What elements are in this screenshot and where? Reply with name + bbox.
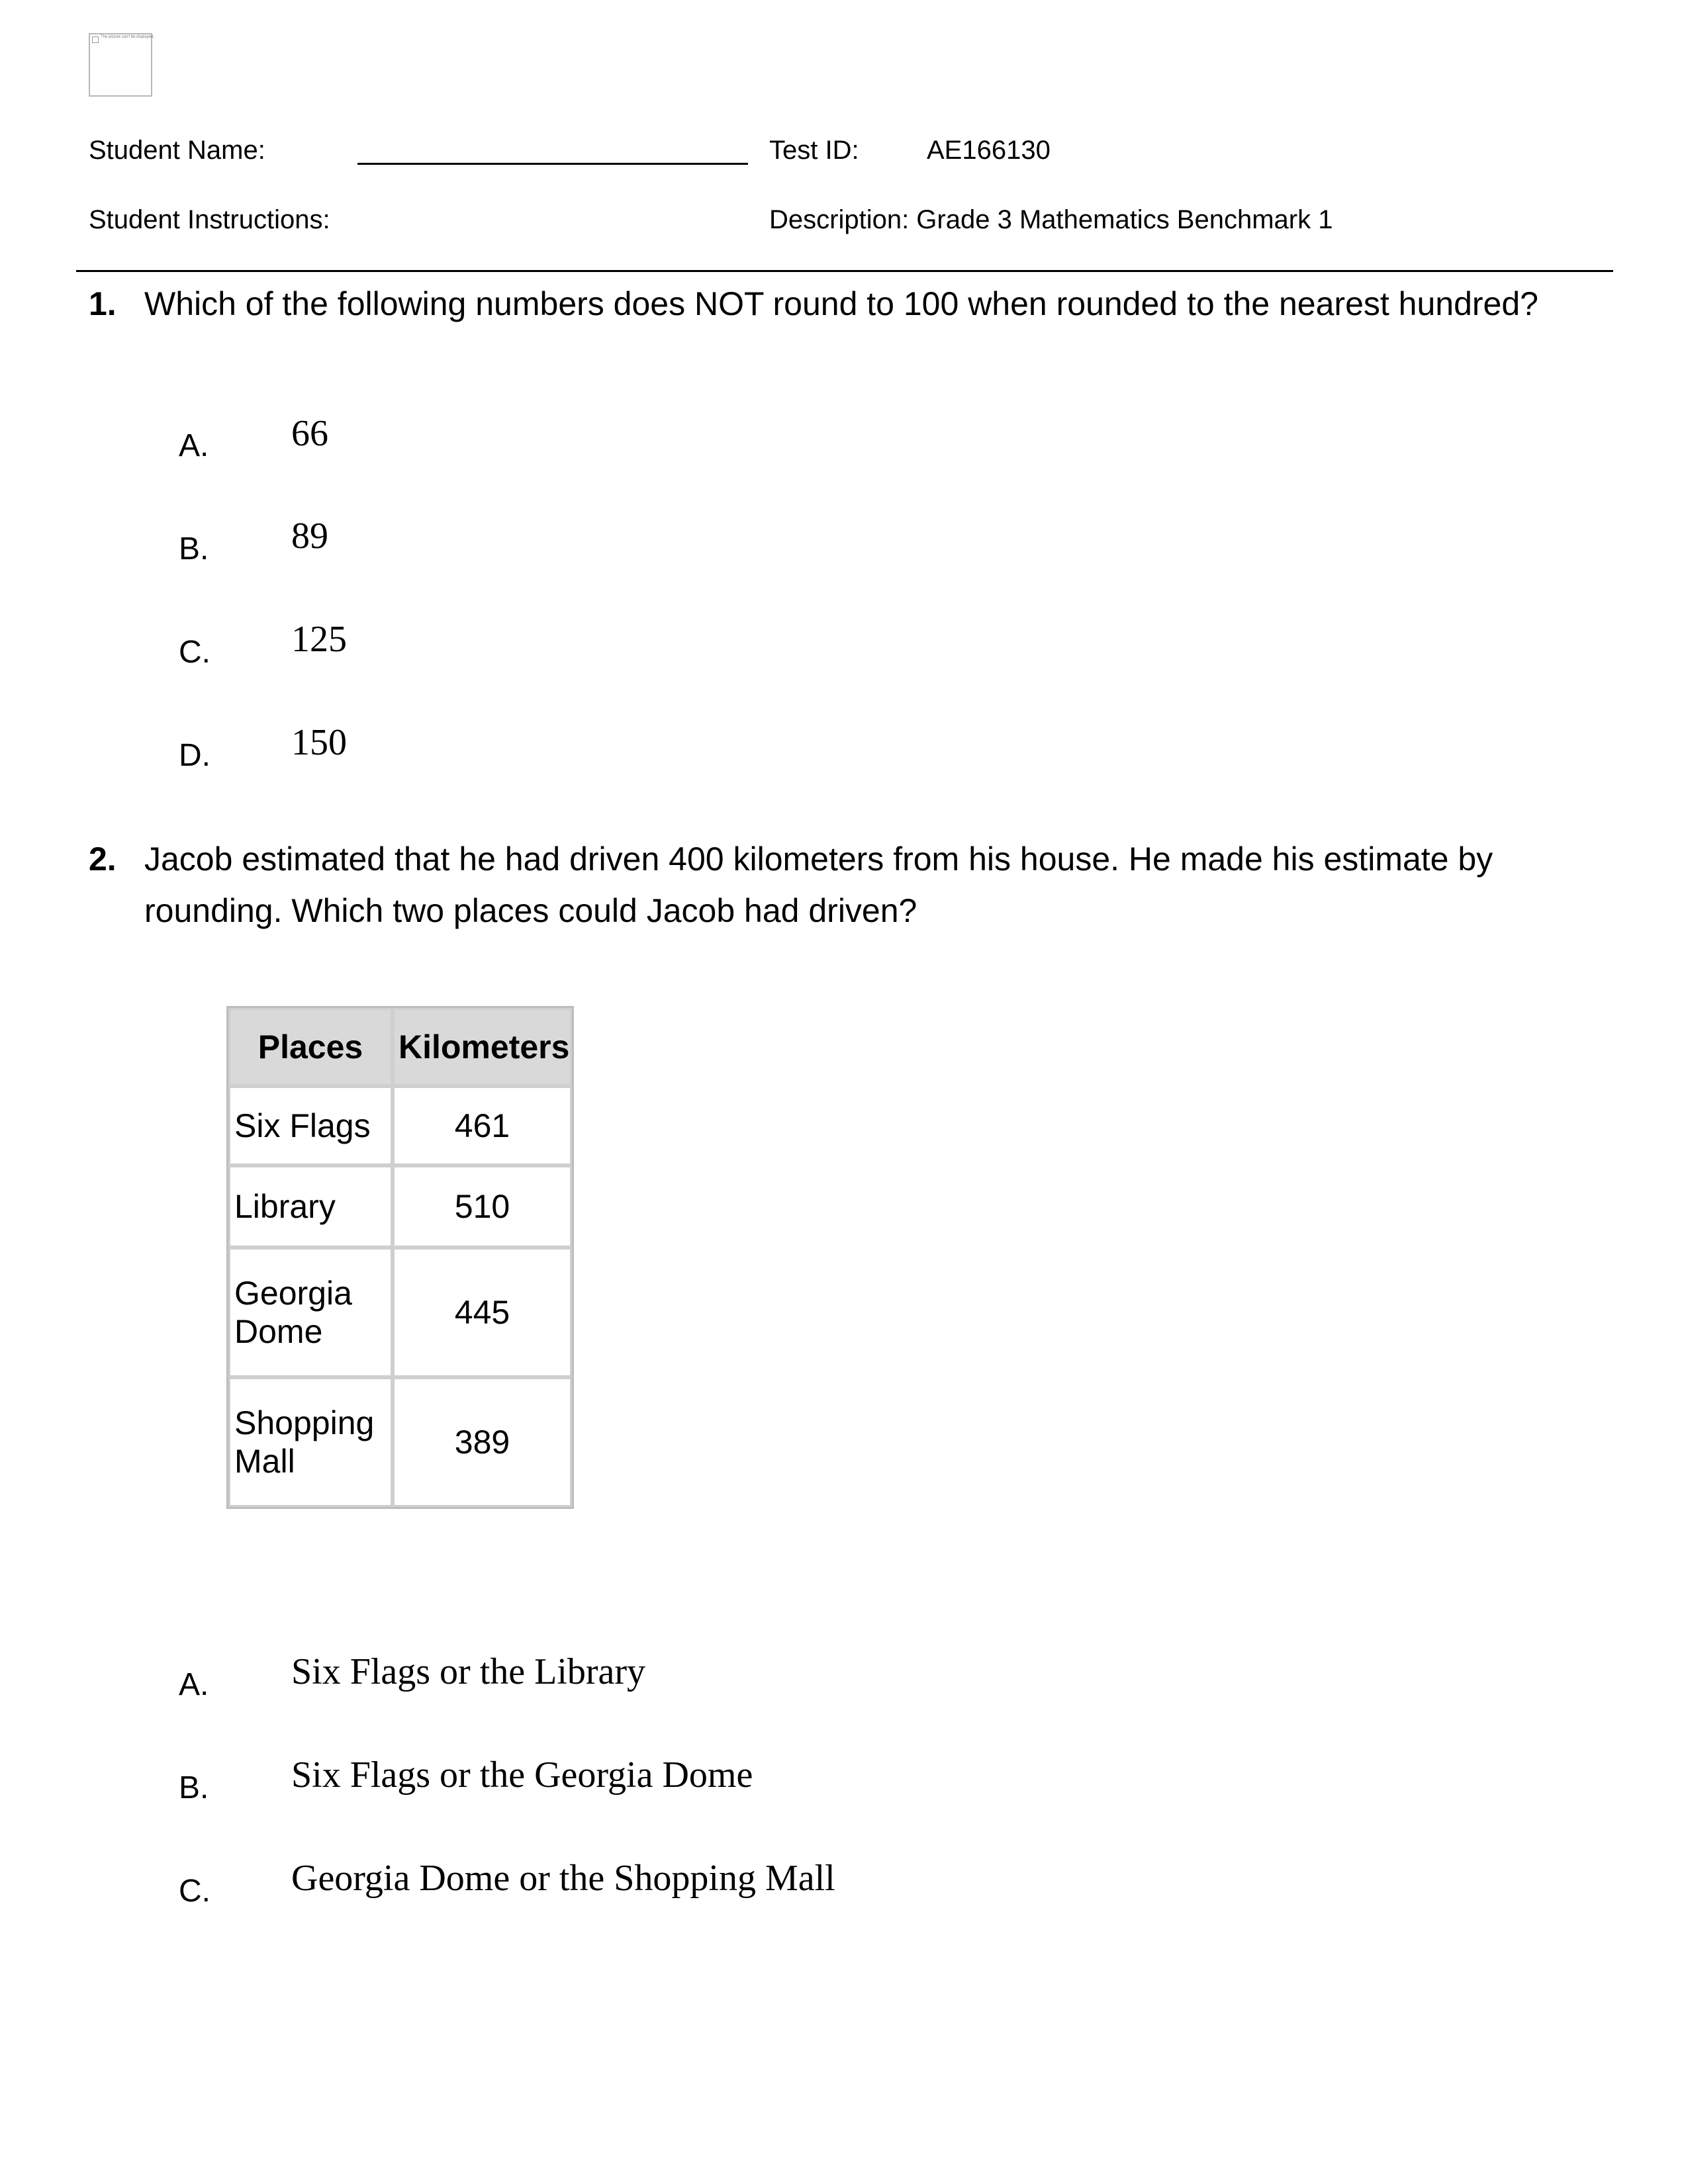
- q2-choice-c-letter[interactable]: C.: [179, 1874, 211, 1909]
- q1-number: 1.: [89, 285, 117, 322]
- q2-choice-b-letter[interactable]: B.: [179, 1770, 209, 1805]
- q1-choice-d-letter[interactable]: D.: [179, 738, 211, 773]
- q2-text: Jacob estimated that he had driven 400 kilometers from his house. He made his estimate by rounding. Which two places could Jacob had driven?: [144, 841, 1493, 929]
- table-cell-km: 389: [393, 1377, 572, 1507]
- table-header-row: [228, 1008, 572, 1086]
- table-cell-place: Six Flags: [228, 1086, 393, 1165]
- q1-choice-b-text[interactable]: 89: [291, 516, 328, 557]
- table-cell-km: 510: [393, 1165, 572, 1248]
- table-cell-place: Shopping Mall: [228, 1377, 393, 1507]
- table-row: [228, 1165, 572, 1248]
- student-name-label: Student Name:: [89, 136, 265, 165]
- student-instructions-label: Student Instructions:: [89, 205, 330, 234]
- table-cell-km: 445: [393, 1248, 572, 1377]
- table-header-places: Places: [228, 1008, 393, 1086]
- test-id-label: Test ID:: [769, 136, 859, 165]
- broken-image-icon: [92, 36, 99, 43]
- q2-choice-a-text[interactable]: Six Flags or the Library: [291, 1651, 646, 1692]
- logo-placeholder: [89, 33, 155, 97]
- q1-choice-b-letter[interactable]: B.: [179, 531, 209, 567]
- q2-number: 2.: [89, 841, 117, 878]
- logo-alt-text: The picture can't be displayed.: [101, 35, 155, 39]
- q1-choice-a-text[interactable]: 66: [291, 413, 328, 454]
- q1-text: Which of the following numbers does NOT round to 100 when rounded to the nearest hundred?: [144, 285, 1538, 322]
- table-cell-place: Georgia Dome: [228, 1248, 393, 1377]
- table-cell-place: Library: [228, 1165, 393, 1248]
- table-row: [228, 1377, 572, 1507]
- q2-choice-b-text[interactable]: Six Flags or the Georgia Dome: [291, 1754, 753, 1796]
- places-table: [226, 1006, 574, 1509]
- q2-choice-a-letter[interactable]: A.: [179, 1667, 209, 1702]
- q1-choice-c-letter[interactable]: C.: [179, 635, 211, 670]
- q1-choice-a-letter[interactable]: A.: [179, 428, 209, 463]
- test-id-value: AE166130: [927, 136, 1051, 165]
- table-row: [228, 1248, 572, 1377]
- q1-choice-d-text[interactable]: 150: [291, 722, 347, 763]
- table-header-kilometers: Kilometers: [393, 1008, 572, 1086]
- table-row: [228, 1086, 572, 1165]
- q1-choice-c-text[interactable]: 125: [291, 619, 347, 660]
- header-divider: [76, 270, 1613, 272]
- table-cell-km: 461: [393, 1086, 572, 1165]
- student-name-line[interactable]: [357, 163, 748, 165]
- test-description: Description: Grade 3 Mathematics Benchmark 1: [769, 205, 1333, 234]
- q2-choice-c-text[interactable]: Georgia Dome or the Shopping Mall: [291, 1858, 835, 1899]
